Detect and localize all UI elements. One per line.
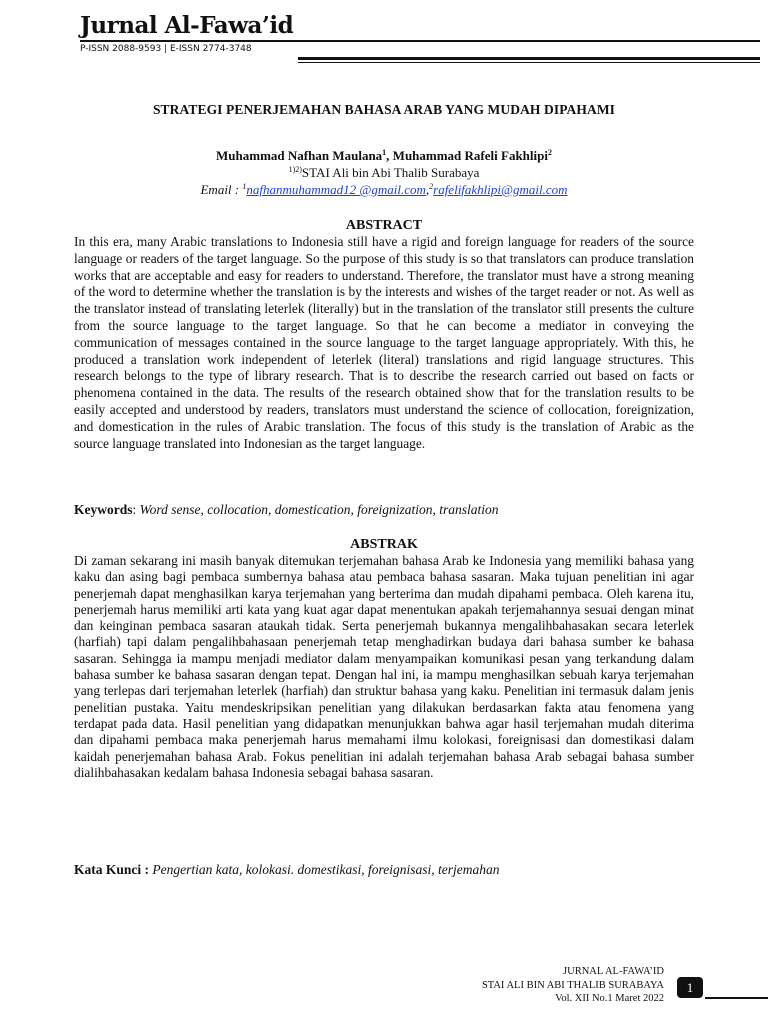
author-name: Muhammad Nafhan Maulana xyxy=(216,148,383,163)
email-link[interactable]: rafelifakhlipi@gmail.com xyxy=(433,182,568,197)
affiliation xyxy=(0,165,768,181)
author-marker: 1 xyxy=(382,148,387,157)
author-list xyxy=(0,148,768,164)
abstrak-heading: ABSTRAK xyxy=(350,537,418,552)
kata-kunci-line xyxy=(74,862,694,878)
abstract-body: In this era, many Arabic translations to Indonesia still have a rigid and foreign language for readers of the source language or readers of the target language. So the purpose of this study is so that translators can produce translation works that are acceptable and easy for readers to understand. Therefore, the translator must have a strong meaning of the word to determine whether the translation is by the interests and wishes of the target reader or not. As well as the translator instead of translating leterlek (literally) but in the translation of the translator still presents the culture from the source language to the target language. So that he can become a mediator in conveying the communication of messages contained in the source language to the target language appropriately. With this, he produced a translation work independent of leterlek (literal) translations and rigid language structures. This research belongs to the type of library research. That is to describe the research carried out based on facts or phenomena contained in the data. The results of the research obtained show that for the translation results to be easily accepted and understood by readers, translators must understand the science of collocation, foreignization, and domestication in the rules of Arabic translation. The focus of this study is the translation of Arabic as the source language translated into Indonesian as the target language. xyxy=(74,234,694,451)
header-double-rule-bottom xyxy=(298,62,760,63)
email-line xyxy=(0,182,768,198)
header-rule xyxy=(80,40,760,42)
author-name: Muhammad Rafeli Fakhlipi xyxy=(392,148,548,163)
header-double-rule-top xyxy=(298,57,760,60)
keywords-colon: : xyxy=(132,502,140,517)
page-number-badge: 1 xyxy=(677,977,703,998)
email-marker: 1 xyxy=(242,182,247,191)
paper-title: STRATEGI PENERJEMAHAN BAHASA ARAB YANG MUDAH DIPAHAMI xyxy=(152,102,616,117)
kata-kunci-label: Kata Kunci : xyxy=(74,862,150,877)
author-separator: , xyxy=(386,148,393,163)
affiliation-marker: 1)2) xyxy=(288,165,302,174)
footer-institution: STAI ALI BIN ABI THALIB SURABAYA xyxy=(481,979,664,991)
email-separator: , xyxy=(425,182,430,197)
kata-kunci-text: Pengertian kata, kolokasi. domestikasi, foreignisasi, terjemahan xyxy=(152,862,500,877)
abstrak-body: Di zaman sekarang ini masih banyak ditemukan terjemahan bahasa Arab ke Indonesia yang memiliki bahasa yang kaku dan asing bagi pembaca sumbernya bahasa atau pembaca bahasa sasaran. Maka tujuan penelitian ini agar penerjemah dapat menghasilkan karya terjemahan yang berterima dan mudah dipahami pembaca. Oleh karena itu, penerjemah harus memiliki arti kata yang kuat agar dapat menentukan apakah terjemahannya sesuai dengan minat dan keinginan pembaca sasaran ataukah tidak. Serta penerjemah bukannya mengalihbahasakan secara leterlek (harfiah) tapi dalam pengalihbahasaan penerjemah tetap menghadirkan budaya dari bahasa sumber ke bahasa sasaran. Sehingga ia mampu menjadi mediator dalam menyampaikan komunikasi pesan yang terkandung dalam bahasa sumber ke bahasa sasaran dengan tepat. Dengan hal ini, ia mampu menghasilkan sebuah karya terjemahan yang terlepas dari terjemahan leterlek (harfiah) dan struktur bahasa yang kaku. Penelitian ini termasuk dalam jenis penelitian pustaka. Yaitu mendeskripsikan penelitian yang dilakukan berdasarkan fakta atau fenomena yang terdapat pada data. Hasil penelitian yang didapatkan menunjukkan bahwa agar hasil terjemahan mudah diterima dan dipahami pembaca maka penerjemah harus memahami ilmu kolokasi, foreignisasi dan domestikasi dalam kaidah penerjemahan bahasa Arab. Fokus penelitian ini adalah terjemahan bahasa Arab sebagai bahasa sumber dialihbahasakan kedalam bahasa Indonesia sebagai bahasa sasaran. xyxy=(74,553,694,780)
abstract-heading: ABSTRACT xyxy=(345,218,423,233)
footer-info xyxy=(482,965,664,1006)
affiliation-text: STAI Ali bin Abi Thalib Surabaya xyxy=(301,165,480,180)
issn-line: P-ISSN 2088-9593 | E-ISSN 2774-3748 xyxy=(80,44,252,54)
footer-volume: Vol. XII No.1 Maret 2022 xyxy=(555,993,664,1004)
author-marker: 2 xyxy=(547,148,552,157)
email-link[interactable]: nafhanmuhammad12 @gmail.com xyxy=(246,182,426,197)
footer-journal: JURNAL AL-FAWA’ID xyxy=(563,966,664,977)
email-label: Email : xyxy=(200,182,243,197)
footer-rule xyxy=(705,997,768,999)
journal-name: Jurnal Al-Fawa’id xyxy=(80,12,294,39)
keywords-text: Word sense, collocation, domestication, foreignization, translation xyxy=(139,502,499,517)
keywords-line xyxy=(74,502,694,518)
keywords-label: Keywords xyxy=(74,502,133,517)
email-marker: 2 xyxy=(429,182,434,191)
